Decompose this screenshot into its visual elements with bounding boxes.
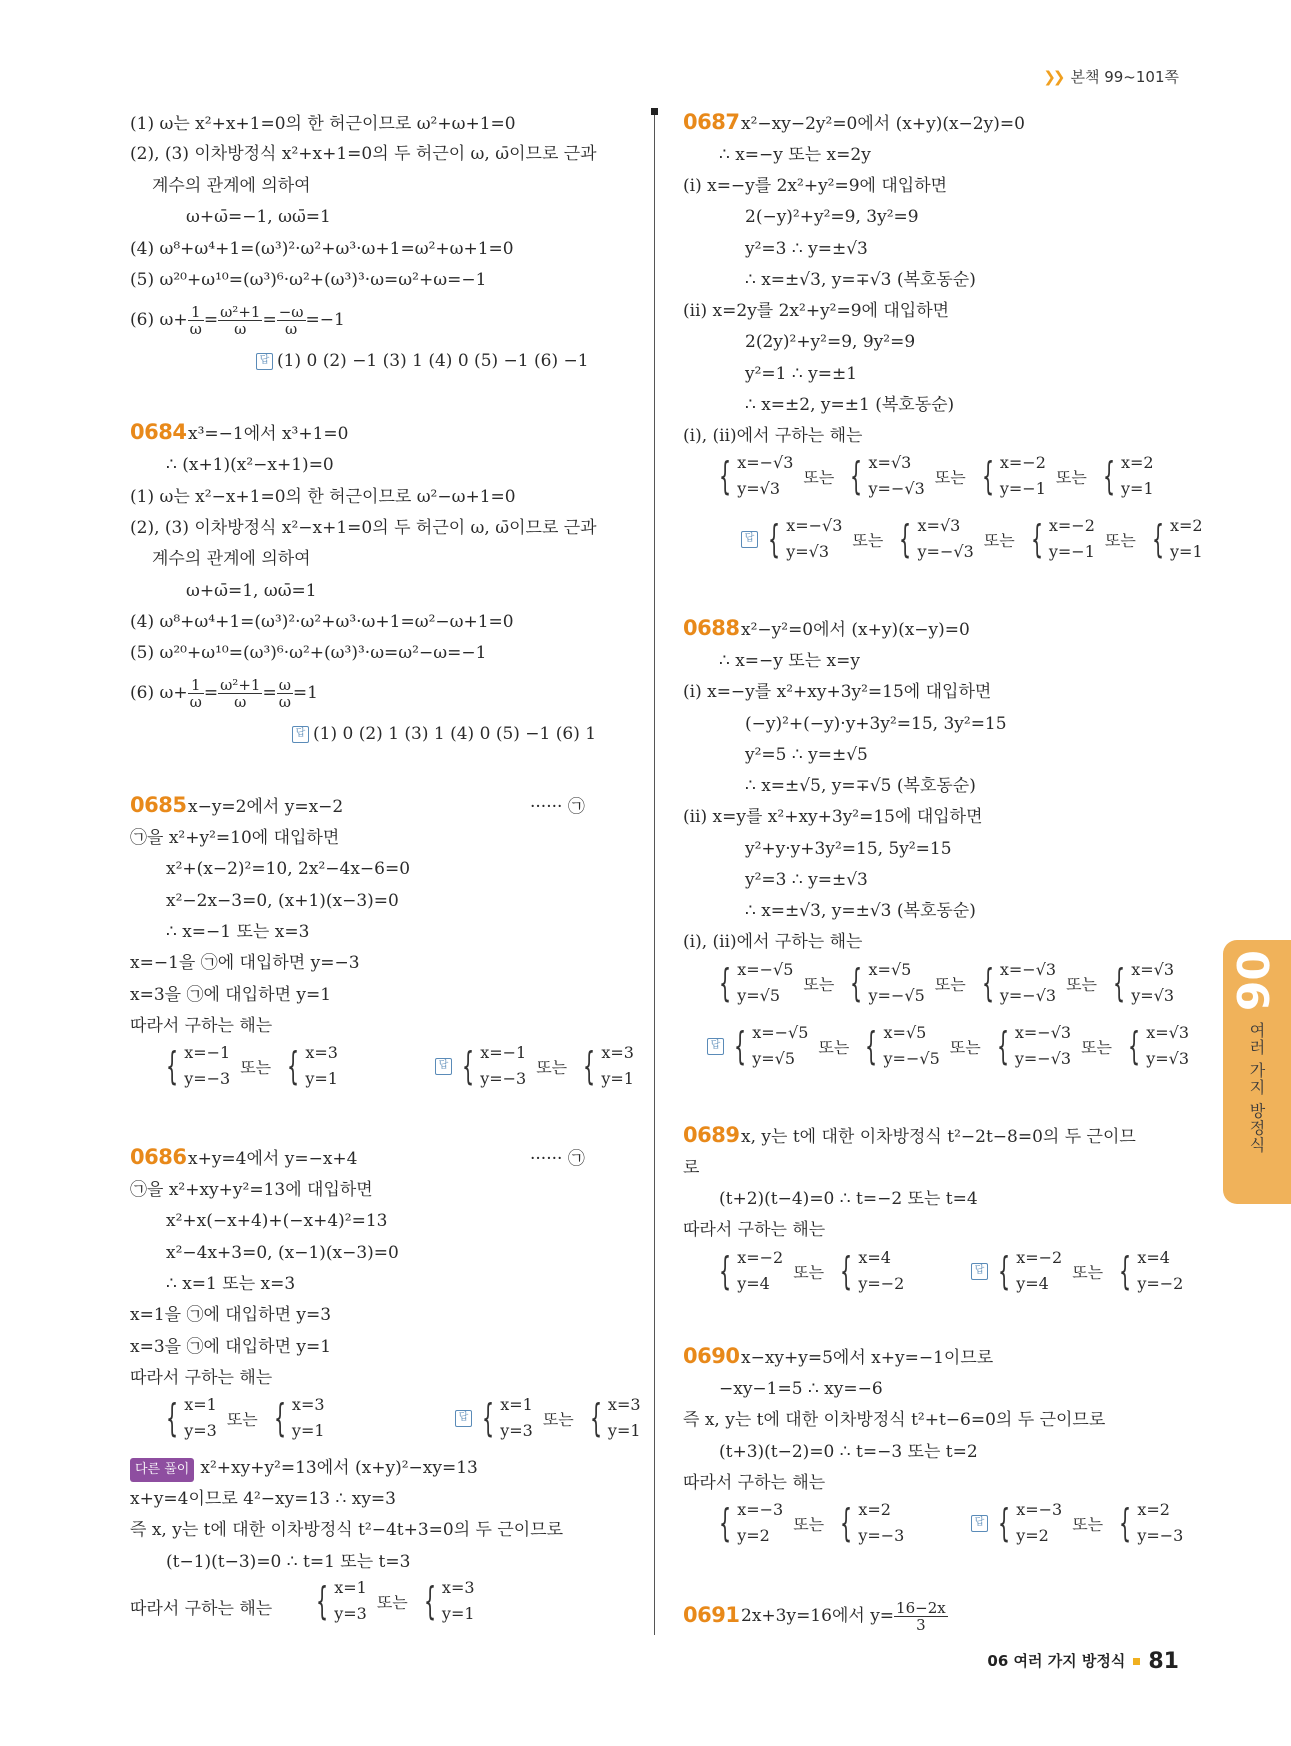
solution-system: { x=−2 y=4또는 { x=4 y=−2 [719, 1248, 905, 1293]
math-line: ∴ x=−y 또는 x=y [719, 651, 860, 671]
problem-number: 0687 [683, 110, 740, 134]
math-line: ∴ x=±2, y=±1 (복호동순) [745, 395, 955, 415]
text-line: x=1을 ㉠에 대입하면 y=3 [130, 1305, 332, 1325]
answer-line: 답 (1) 0 (2) −1 (3) 1 (4) 0 (5) −1 (6) −1 [256, 350, 589, 372]
text-line: (1) ω는 x²+x+1=0의 한 허근이므로 ω²+ω+1=0 [130, 114, 516, 134]
text-line: (ⅱ) x=y를 x²+xy+3y²=15에 대입하면 [683, 807, 983, 827]
text-line: x, y는 t에 대한 이차방정식 t²−2t−8=0의 두 근이므 [741, 1127, 1136, 1147]
answer-icon: 답 [707, 1038, 724, 1055]
math-line: x²−4x+3=0, (x−1)(x−3)=0 [166, 1243, 399, 1263]
math-line: x−xy+y=5에서 x+y=−1이므로 [741, 1348, 994, 1368]
answer-system: 답 { x=−3 y=2또는 { x=2 y=−3 [971, 1497, 1183, 1549]
math-line: y²=1 ∴ y=±1 [745, 364, 858, 384]
chapter-side-tab [1223, 940, 1291, 1204]
text-line: x=3을 ㉠에 대입하면 y=1 [130, 1337, 332, 1357]
math-line: y²=3 ∴ y=±√3 [745, 239, 868, 259]
answer-system: 답 { x=−2 y=4또는 { x=4 y=−2 [971, 1245, 1183, 1297]
text-line: 즉 x, y는 t에 대한 이차방정식 t²−4t+3=0의 두 근이므로 [130, 1520, 564, 1540]
text-line: (ⅰ), (ⅱ)에서 구하는 해는 [683, 932, 863, 952]
math-line: (4) ω⁸+ω⁴+1=(ω³)²·ω²+ω³·ω+1=ω²+ω+1=0 [130, 239, 514, 259]
math-line: y²=5 ∴ y=±√5 [745, 745, 868, 765]
math-line: ∴ x=1 또는 x=3 [166, 1274, 296, 1294]
answer-system: 답 { x=−√3 y=√3또는 { x=√3 y=−√3또는 { x=−2 y=−1또는 { x=2 y=1 [741, 513, 1203, 565]
text-line: (ⅰ) x=−y를 2x²+y²=9에 대입하면 [683, 176, 948, 196]
math-line: (4) ω⁸+ω⁴+1=(ω³)²·ω²+ω³·ω+1=ω²−ω+1=0 [130, 612, 514, 632]
text-line: 따라서 구하는 해는 [130, 1368, 273, 1388]
text-line: 계수의 관계에 의하여 [152, 176, 311, 196]
text-line: (2), (3) 이차방정식 x²−x+1=0의 두 허근이 ω, ω̄이므로 근과 [130, 518, 597, 538]
fraction: $\frac{1}{\omega}$ [189, 676, 202, 711]
page-reference: ❯❯ 본책 99~101쪽 [1043, 68, 1179, 86]
answer-system: 답 { x=−√5 y=√5또는 { x=√5 y=−√5또는 { x=−√3 y=−√3또는 { x=√3 y=√3 [707, 1020, 1189, 1072]
answer-icon: 답 [971, 1515, 988, 1532]
fraction: $\frac{1}{\omega}$ [189, 303, 202, 338]
math-line: (5) ω²⁰+ω¹⁰=(ω³)⁶·ω²+(ω³)³·ω=ω²−ω=−1 [130, 643, 487, 663]
fraction: $\frac{-\omega}{\omega}$ [278, 303, 304, 338]
text-line: (ⅱ) x=2y를 2x²+y²=9에 대입하면 [683, 301, 950, 321]
answer-icon: 답 [741, 531, 758, 548]
text-line: (ⅰ) x=−y를 x²+xy+3y²=15에 대입하면 [683, 682, 992, 702]
fraction-line: 2x+3y=16에서 y= $\frac{16-2x}{3}$ [741, 1599, 946, 1634]
text-line: 따라서 구하는 해는 [683, 1473, 826, 1493]
page-footer: 06 여러 가지 방정식 81 [987, 1649, 1179, 1674]
math-line: x²−xy−2y²=0에서 (x+y)(x−2y)=0 [741, 114, 1025, 134]
math-line: x+y=4에서 y=−x+4 [188, 1149, 358, 1169]
math-line: ∴ x=±√3, y=∓√3 (복호동순) [745, 270, 976, 290]
math-line: ω+ω̄=1, ωω̄=1 [186, 581, 317, 601]
text-line: x=3을 ㉠에 대입하면 y=1 [130, 985, 332, 1005]
answer-icon: 답 [435, 1058, 452, 1075]
answer-icon: 답 [455, 1410, 472, 1427]
math-line: −xy−1=5 ∴ xy=−6 [719, 1379, 883, 1399]
chapter-number: 06 [1226, 950, 1277, 1012]
text-line: (ⅰ), (ⅱ)에서 구하는 해는 [683, 426, 863, 446]
math-line: ω+ω̄=−1, ωω̄=1 [186, 207, 331, 227]
answer-icon: 답 [971, 1263, 988, 1280]
problem-number: 0690 [683, 1344, 740, 1368]
math-line: x−y=2에서 y=x−2 [188, 797, 344, 817]
math-line: (−y)²+(−y)·y+3y²=15, 3y²=15 [745, 714, 1007, 734]
math-line: ∴ x=±√5, y=∓√5 (복호동순) [745, 776, 976, 796]
math-line: x²−2x−3=0, (x+1)(x−3)=0 [166, 891, 399, 911]
fraction: $\frac{16-2x}{3}$ [896, 1599, 946, 1634]
math-line: x³=−1에서 x³+1=0 [188, 424, 349, 444]
math-line: ∴ (x+1)(x²−x+1)=0 [166, 455, 334, 475]
math-line: y²=3 ∴ y=±√3 [745, 870, 868, 890]
problem-number: 0685 [130, 793, 187, 817]
divider-marker [651, 108, 658, 115]
alt-solution-tag: 다른 풀이 [130, 1458, 194, 1482]
answer-system: 답 { x=1 y=3또는 { x=3 y=1 [455, 1392, 641, 1444]
fraction-line: (6) ω+ $\frac{1}{\omega}$ = $\frac{\text{ω²+1}}{\omega}$ = $\frac{-\omega}{\omega}$ =−1 [130, 303, 345, 338]
fraction-line: (6) ω+ $\frac{1}{\omega}$ = $\frac{\text{ω²+1}}{\omega}$ = $\frac{\omega}{\omega}$ =1 [130, 676, 318, 711]
problem-number: 0689 [683, 1123, 740, 1147]
math-line: (5) ω²⁰+ω¹⁰=(ω³)⁶·ω²+(ω³)³·ω=ω²+ω=−1 [130, 270, 487, 290]
equation-marker: ······ ㉠ [530, 797, 585, 817]
math-line: ∴ x=±√3, y=±√3 (복호동순) [745, 901, 976, 921]
text-line: x=−1을 ㉠에 대입하면 y=−3 [130, 953, 360, 973]
fraction: $\frac{\omega}{\omega}$ [278, 676, 291, 711]
solution-system: { x=−3 y=2또는 { x=2 y=−3 [719, 1500, 905, 1545]
text-line: ㉠을 x²+y²=10에 대입하면 [130, 828, 340, 848]
math-line: x²−y²=0에서 (x+y)(x−y)=0 [741, 620, 970, 640]
answer-line: 답 (1) 0 (2) 1 (3) 1 (4) 0 (5) −1 (6) 1 [292, 723, 596, 745]
chapter-label: 여러 가지 방정식 [1247, 1022, 1266, 1154]
text-line: 계수의 관계에 의하여 [152, 549, 311, 569]
math-line: (t+3)(t−2)=0 ∴ t=−3 또는 t=2 [719, 1442, 978, 1462]
math-line: (t+2)(t−4)=0 ∴ t=−2 또는 t=4 [719, 1189, 978, 1209]
solution-system: { x=−√5 y=√5또는 { x=√5 y=−√5또는 { x=−√3 y=−√3또는 { x=√3 y=√3 [719, 960, 1175, 1005]
text-line: (1) ω는 x²−x+1=0의 한 허근이므로 ω²−ω+1=0 [130, 487, 516, 507]
answer-icon: 답 [292, 726, 309, 743]
answer-icon: 답 [256, 353, 273, 370]
math-line: ∴ x=−1 또는 x=3 [166, 922, 310, 942]
footer-square-icon [1133, 1658, 1140, 1665]
solution-system: { x=1 y=3또는 { x=3 y=1 [166, 1395, 325, 1440]
fraction: $\frac{\text{ω²+1}}{\omega}$ [220, 676, 261, 711]
math-line: x²+x(−x+4)+(−x+4)²=13 [166, 1211, 388, 1231]
math-line: 2(−y)²+y²=9, 3y²=9 [745, 207, 919, 227]
text-line: 따라서 구하는 해는 [683, 1220, 826, 1240]
solution-system: { x=1 y=3또는 { x=3 y=1 [316, 1578, 475, 1623]
problem-number: 0688 [683, 616, 740, 640]
fraction: $\frac{\text{ω²+1}}{\omega}$ [220, 303, 261, 338]
math-line: y²+y·y+3y²=15, 5y²=15 [745, 839, 952, 859]
double-chevron-icon: ❯❯ [1043, 68, 1063, 86]
text-line: 따라서 구하는 해는 [130, 1016, 273, 1036]
page-number: 81 [1148, 1649, 1179, 1674]
answer-system: 답 { x=−1 y=−3또는 { x=3 y=1 [435, 1040, 634, 1092]
column-divider [654, 110, 655, 1635]
text-line: 따라서 구하는 해는 [130, 1599, 273, 1619]
text-line: (2), (3) 이차방정식 x²+x+1=0의 두 허근이 ω, ω̄이므로 근과 [130, 144, 597, 164]
problem-number: 0686 [130, 1145, 187, 1169]
solution-system: { x=−√3 y=√3또는 { x=√3 y=−√3또는 { x=−2 y=−1또는 { x=2 y=1 [719, 453, 1154, 498]
math-line: ∴ x=−y 또는 x=2y [719, 145, 871, 165]
math-line: (t−1)(t−3)=0 ∴ t=1 또는 t=3 [166, 1552, 411, 1572]
text-line: 로 [683, 1158, 700, 1178]
text-line: 즉 x, y는 t에 대한 이차방정식 t²+t−6=0의 두 근이므로 [683, 1410, 1106, 1430]
problem-number: 0691 [683, 1603, 740, 1627]
math-line: x+y=4이므로 4²−xy=13 ∴ xy=3 [130, 1489, 396, 1509]
text-line: ㉠을 x²+xy+y²=13에 대입하면 [130, 1180, 373, 1200]
solution-system: { x=−1 y=−3또는 { x=3 y=1 [166, 1043, 338, 1088]
alt-solution-line: 다른 풀이 x²+xy+y²=13에서 (x+y)²−xy=13 [130, 1457, 478, 1482]
math-line: 2(2y)²+y²=9, 9y²=9 [745, 332, 916, 352]
math-line: x²+(x−2)²=10, 2x²−4x−6=0 [166, 859, 411, 879]
problem-number: 0684 [130, 420, 187, 444]
equation-marker: ······ ㉠ [530, 1149, 585, 1169]
